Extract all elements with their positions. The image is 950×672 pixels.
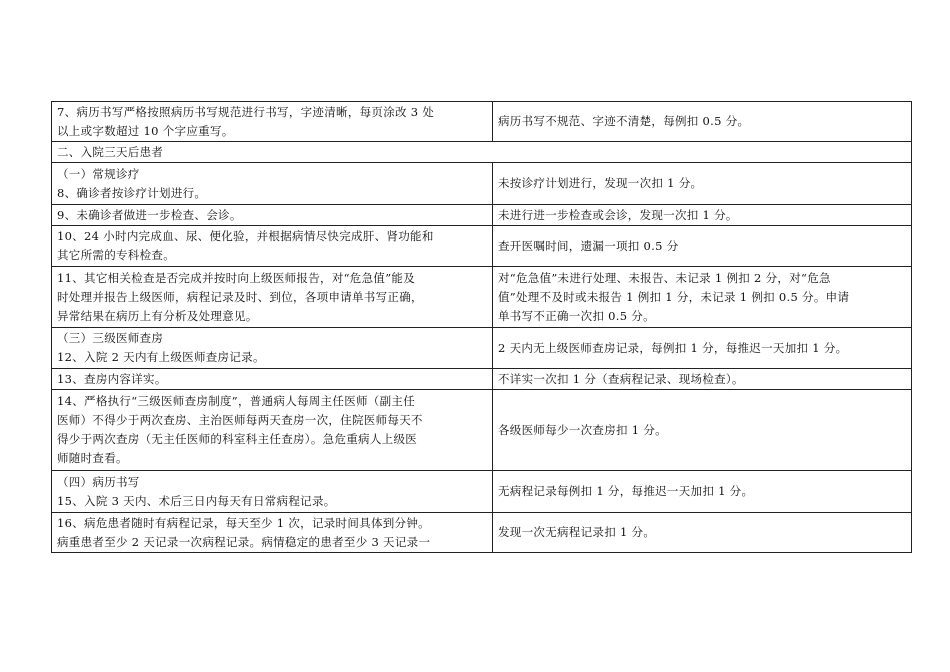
deduction-cell (493, 226, 912, 267)
cell-text-line: 异常结果在病历上有分析及处理意见。 (57, 308, 258, 323)
section-heading (52, 142, 912, 163)
cell-text-line: 11、其它相关检查是否完成并按时向上级医师报告，对“危急值”能及 (57, 270, 415, 285)
cell-text-line: 8、确诊者按诊疗计划进行。 (57, 185, 207, 200)
table-row (52, 163, 912, 205)
deduction-cell (493, 102, 912, 142)
section-heading-row (52, 142, 912, 163)
section-heading-text: 二、入院三天后患者 (57, 144, 164, 159)
cell-text-line: 对“危急值”未进行处理、未报告、未记录 1 例扣 2 分，对“危急 (498, 270, 831, 285)
table-row (52, 226, 912, 267)
cell-text-line: 师随时查看。 (57, 451, 128, 465)
cell-text-line: 不详实一次扣 1 分（查病程记录、现场检查）。 (498, 371, 744, 386)
deduction-cell (493, 267, 912, 328)
requirement-cell (52, 102, 493, 142)
cell-text-line: 医师）不得少于两次查房、主治医师每两天查房一次，住院医师每天不 (57, 413, 423, 427)
cell-text-line: 病重患者至少 2 天记录一次病程记录。病情稳定的患者至少 3 天记录一 (57, 534, 431, 549)
table-row (52, 205, 912, 226)
deduction-cell (493, 328, 912, 369)
cell-text-line: 未按诊疗计划进行，发现一次扣 1 分。 (498, 176, 703, 190)
deduction-cell (493, 205, 912, 226)
requirement-cell (52, 226, 493, 267)
requirement-cell (52, 163, 493, 205)
table-row (52, 513, 912, 553)
cell-text-line: 时处理并报告上级医师，病程记录及时、到位，各项申请单书写正确， (57, 289, 423, 304)
deduction-cell (493, 163, 912, 205)
cell-text-line: （一）常规诊疗 (57, 166, 140, 181)
deduction-cell (493, 390, 912, 471)
cell-text-line: 以上或字数超过 10 个字应重写。 (57, 123, 234, 138)
cell-text-line: 未进行进一步检查或会诊，发现一次扣 1 分。 (498, 207, 738, 222)
deduction-cell (493, 369, 912, 390)
cell-text-line: （三）三级医师查房 (57, 331, 164, 345)
cell-text-line: 9、未确诊者做进一步检查、会诊。 (57, 207, 242, 222)
table-row (52, 369, 912, 390)
cell-text-line: 13、查房内容详实。 (57, 371, 167, 386)
cell-text-line: 12、入院 2 天内有上级医师查房记录。 (57, 350, 265, 364)
requirement-cell (52, 390, 493, 471)
cell-text-line: 14、严格执行“三级医师查房制度”，普通病人每周主任医师（副主任 (57, 394, 415, 408)
cell-text-line: 15、入院 3 天内、术后三日内每天有日常病程记录。 (57, 493, 336, 508)
table-row (52, 328, 912, 369)
cell-text-line: 10、24 小时内完成血、尿、便化验，并根据病情尽快完成肝、肾功能和 (57, 229, 434, 243)
deduction-cell (493, 471, 912, 513)
cell-text-line: 发现一次无病程记录扣 1 分。 (498, 525, 656, 539)
requirement-cell (52, 369, 493, 390)
deduction-cell (493, 513, 912, 553)
requirement-cell (52, 328, 493, 369)
scoring-table (51, 101, 912, 553)
requirement-cell (52, 267, 493, 328)
requirement-cell (52, 513, 493, 553)
cell-text-line: 病历书写不规范、字迹不清楚，每例扣 0.5 分。 (498, 114, 750, 128)
table-row (52, 390, 912, 471)
cell-text-line: 无病程记录每例扣 1 分，每推迟一天加扣 1 分。 (498, 484, 754, 498)
requirement-cell (52, 205, 493, 226)
table-row (52, 471, 912, 513)
cell-text-line: 查开医嘱时间，遗漏一项扣 0.5 分 (498, 238, 679, 253)
cell-text-line: 各级医师每少一次查房扣 1 分。 (498, 422, 667, 437)
requirement-cell (52, 471, 493, 513)
cell-text-line: 单书写不正确一次扣 0.5 分。 (498, 308, 655, 323)
cell-text-line: （四）病历书写 (57, 474, 140, 489)
table-row (52, 267, 912, 328)
cell-text-line: 7、病历书写严格按照病历书写规范进行书写，字迹清晰，每页涂改 3 处 (57, 104, 435, 119)
cell-text-line: 其它所需的专科检查。 (57, 248, 175, 262)
cell-text-line: 2 天内无上级医师查房记录，每例扣 1 分，每推迟一天加扣 1 分。 (498, 340, 848, 355)
cell-text-line: 值”处理不及时或未报告 1 例扣 1 分，未记录 1 例扣 0.5 分。申请 (498, 289, 850, 304)
cell-text-line: 得少于两次查房（无主任医师的科室科主任查房）。急危重病人上级医 (57, 432, 418, 446)
cell-text-line: 16、病危患者随时有病程记录，每天至少 1 次，记录时间具体到分钟。 (57, 515, 430, 530)
table-row (52, 102, 912, 142)
